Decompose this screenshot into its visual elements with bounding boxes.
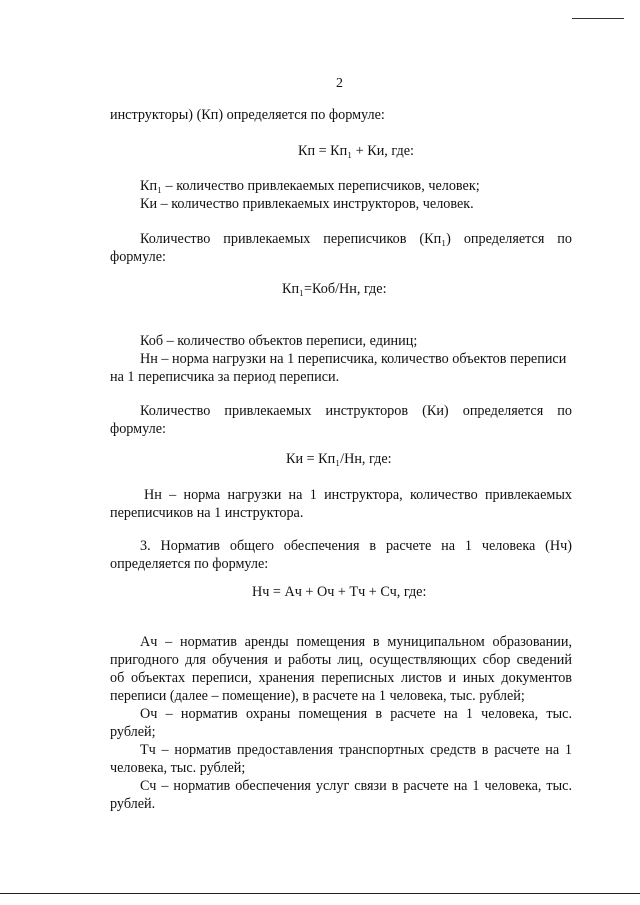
formula-nch: Нч = Ач + Оч + Тч + Сч, где: <box>252 584 427 600</box>
paragraph-kp1-line1: Количество привлекаемых переписчиков (Кп₁) определяется по <box>140 231 572 247</box>
paragraph-ki <box>110 402 572 438</box>
definitions-ki <box>110 486 572 522</box>
formula-kp1: Кп₁=Коб/Нн, где: <box>282 281 387 297</box>
definition-och-line1: Оч – норматив охраны помещения в расчете на 1 человека, тыс. <box>140 706 572 722</box>
paragraph-kp1-line2: формуле: <box>110 249 166 265</box>
bottom-scan-edge <box>0 893 640 894</box>
definition-sch-line2: рублей. <box>110 796 156 812</box>
paragraph-intro <box>110 106 572 124</box>
definition-kp1: Кп₁ – количество привлекаемых переписчиков, человек; <box>140 178 480 194</box>
definition-sch-line1: Сч – норматив обеспечения услуг связи в расчете на 1 человека, тыс. <box>140 778 572 794</box>
definitions-nch <box>110 633 572 813</box>
paragraph-kp1 <box>110 230 572 266</box>
definitions-kp <box>110 177 572 213</box>
definition-tch-line2: человека, тыс. рублей; <box>110 760 246 776</box>
formula-kp: Кп = Кп₁ + Ки, где: <box>298 143 414 159</box>
definition-ki: Ки – количество привлекаемых инструкторов, человек. <box>140 196 474 212</box>
definition-nn-instructor-line1: Нн – норма нагрузки на 1 инструктора, количество привлекаемых <box>144 487 572 503</box>
paragraph-nch-line1: 3. Норматив общего обеспечения в расчете на 1 человека (Нч) <box>140 538 572 554</box>
corner-rule <box>572 18 624 19</box>
definition-kob: Коб – количество объектов переписи, единиц; <box>140 333 418 349</box>
definitions-kp1 <box>110 332 572 386</box>
paragraph-ki-line1: Количество привлекаемых инструкторов (Ки) определяется по <box>140 403 572 419</box>
page-number: 2 <box>336 76 343 91</box>
paragraph-nch <box>110 537 572 573</box>
definition-ach-line1: Ач – норматив аренды помещения в муниципальном образовании, <box>140 634 572 650</box>
definition-tch-line1: Тч – норматив предоставления транспортных средств в расчете на 1 <box>140 742 572 758</box>
formula-ki: Ки = Кп₁/Нн, где: <box>286 451 392 467</box>
definition-och-line2: рублей; <box>110 724 156 740</box>
paragraph-nch-line2: определяется по формуле: <box>110 556 269 572</box>
definition-nn-instructor-line2: переписчиков на 1 инструктора. <box>110 505 304 521</box>
intro-line: инструкторы) (Кп) определяется по формуле: <box>110 107 385 123</box>
definition-ach-line3: об объектах переписи, хранения переписных листов и иных документов <box>110 670 572 686</box>
definition-ach-line2: пригодного для обучения и работы лиц, осуществляющих сбор сведений <box>110 652 572 668</box>
paragraph-ki-line2: формуле: <box>110 421 166 437</box>
definition-nn-line2: на 1 переписчика за период переписи. <box>110 369 340 385</box>
definition-ach-line4: переписи (далее – помещение), в расчете на 1 человека, тыс. рублей; <box>110 688 525 704</box>
definition-nn-line1: Нн – норма нагрузки на 1 переписчика, количество объектов переписи <box>140 351 567 367</box>
